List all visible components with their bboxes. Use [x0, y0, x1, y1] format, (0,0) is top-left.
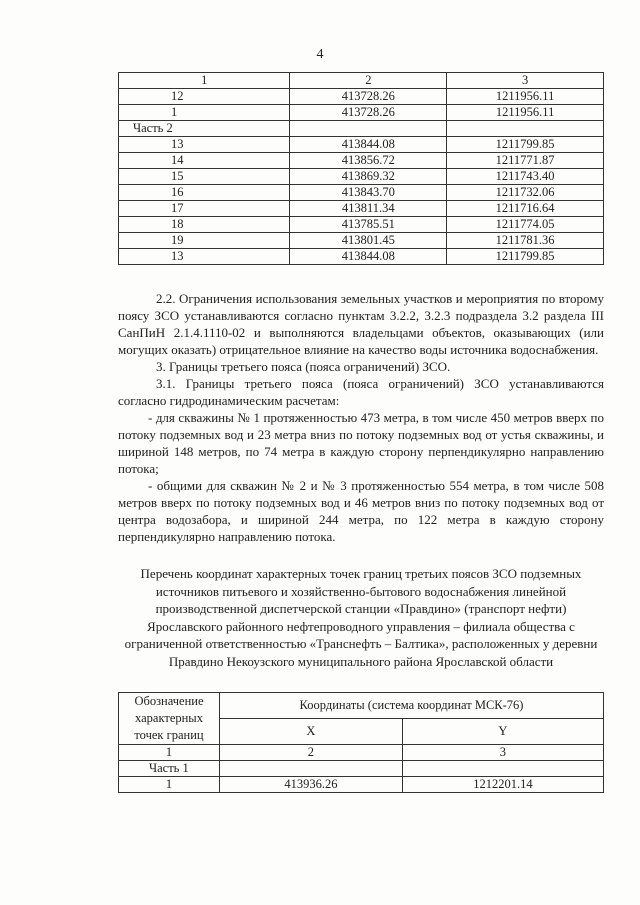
table-header-row	[119, 73, 604, 89]
table-row	[119, 233, 604, 249]
point-y: 1211799.85	[447, 137, 604, 153]
table-row	[119, 217, 604, 233]
point-x: 413728.26	[290, 105, 447, 121]
page-number: 4	[316, 47, 324, 62]
col-number-1: 1	[119, 745, 220, 761]
paragraph-2-2: 2.2. Ограничения использования земельных участков и мероприятия по второму поясу ЗСО устанавливаются согласно пунктам 3.2.2, 3.2.3 подраздела 3.2 раздела III СанПиН 2.1.4.1110-02 и выполняются владельцами объектов, оказывающих (или могущих оказать) отрицательное влияние на качество воды источника водоснабжения.	[118, 291, 604, 357]
table-row	[119, 249, 604, 265]
empty-cell	[290, 121, 447, 137]
point-y: 1211799.85	[447, 249, 604, 265]
point-x: 413869.32	[290, 169, 447, 185]
point-id: 12	[119, 89, 290, 105]
table-row	[119, 777, 604, 793]
table-row	[119, 169, 604, 185]
point-x: 413801.45	[290, 233, 447, 249]
x-header: X	[220, 719, 403, 745]
table-row	[119, 185, 604, 201]
col-number-2: 2	[220, 745, 403, 761]
table-row	[119, 137, 604, 153]
paragraph-3-1: 3.1. Границы третьего пояса (пояса ограничений) ЗСО устанавливаются согласно гидродинамическим расчетам:	[118, 376, 604, 408]
point-x: 413811.34	[290, 201, 447, 217]
point-x: 413785.51	[290, 217, 447, 233]
point-x: 413728.26	[290, 89, 447, 105]
paragraph-wells-2-3: - общими для скважин № 2 и № 3 протяженностью 554 метра, в том числе 508 метров вверх по потоку подземных вод и 46 метров вниз по потоку подземных вод от центра водозабора, и шириной 244 метра, по 122 метра в каждую сторону перпендикулярно направлению потока.	[118, 478, 604, 544]
point-y: 1211774.05	[447, 217, 604, 233]
table-row	[119, 105, 604, 121]
table-row	[119, 153, 604, 169]
point-id: 1	[119, 105, 290, 121]
table-row	[119, 89, 604, 105]
y-header: Y	[402, 719, 603, 745]
point-x: 413936.26	[220, 777, 403, 793]
col-number-3: 3	[402, 745, 603, 761]
part-row	[119, 761, 604, 777]
header-col-1: 1	[119, 73, 290, 89]
point-y: 1211716.64	[447, 201, 604, 217]
point-y: 1211781.36	[447, 233, 604, 249]
point-id: 15	[119, 169, 290, 185]
part-label: Часть 2	[119, 121, 290, 137]
body-text	[118, 290, 604, 545]
table-header-row	[119, 693, 604, 719]
point-id: 13	[119, 249, 290, 265]
coords-header: Координаты (система координат МСК-76)	[220, 693, 604, 719]
table-row	[119, 201, 604, 217]
point-x: 413843.70	[290, 185, 447, 201]
point-id: 13	[119, 137, 290, 153]
column-numbers-row	[119, 745, 604, 761]
label-header: Обозначение характерных точек границ	[119, 693, 220, 745]
point-y: 1211743.40	[447, 169, 604, 185]
point-x: 413856.72	[290, 153, 447, 169]
header-col-2: 2	[290, 73, 447, 89]
coordinates-table-third-zone	[118, 692, 604, 793]
point-y: 1211771.87	[447, 153, 604, 169]
paragraph-3: 3. Границы третьего пояса (пояса ограничений) ЗСО.	[156, 359, 451, 374]
empty-cell	[220, 761, 403, 777]
point-id: 14	[119, 153, 290, 169]
paragraph-well-1: - для скважины № 1 протяженностью 473 метра, в том числе 450 метров вверх по потоку подземных вод и 23 метра вниз по потоку подземных вод от устья скважины, и шириной 148 метров, по 74 метра в каждую сторону перпендикулярно направлению потока;	[118, 410, 604, 476]
coordinates-table-part2	[118, 72, 604, 265]
point-x: 413844.08	[290, 249, 447, 265]
part-label: Часть 1	[119, 761, 220, 777]
point-id: 19	[119, 233, 290, 249]
header-col-3: 3	[447, 73, 604, 89]
point-y: 1211956.11	[447, 89, 604, 105]
point-y: 1211732.06	[447, 185, 604, 201]
point-id: 16	[119, 185, 290, 201]
empty-cell	[447, 121, 604, 137]
coordinates-table-body	[119, 73, 604, 265]
point-id: 18	[119, 217, 290, 233]
part-row	[119, 121, 604, 137]
point-x: 413844.08	[290, 137, 447, 153]
empty-cell	[402, 761, 603, 777]
point-id: 1	[119, 777, 220, 793]
table-caption: Перечень координат характерных точек границ третьих поясов ЗСО подземных источников питьевого и хозяйственно-бытового водоснабжения линейной производственной диспетчерской станции «Правдино» (транспорт нефти) Ярославского районного нефтепроводного управления – филиала общества с ограниченной ответственностью «Транснефть – Балтика», расположенных у деревни Правдино Некоузского муниципального района Ярославской области	[124, 566, 598, 669]
point-id: 17	[119, 201, 290, 217]
point-y: 1212201.14	[402, 777, 603, 793]
point-y: 1211956.11	[447, 105, 604, 121]
